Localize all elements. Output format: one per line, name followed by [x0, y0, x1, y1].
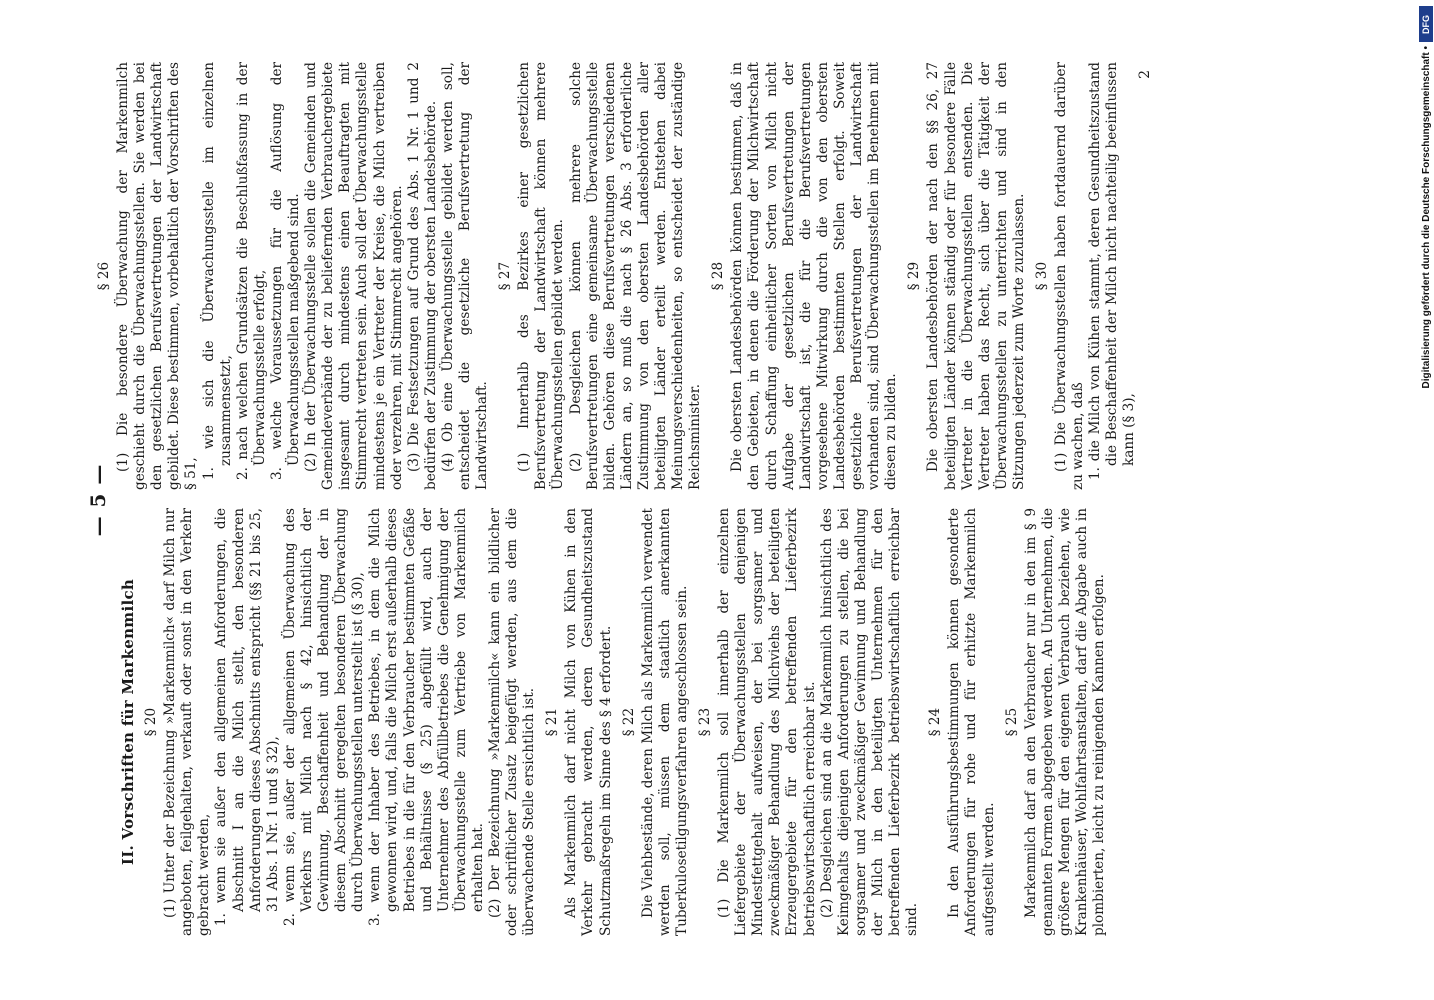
paragraph-26-item-3: 3. welche Voraussetzungen für die Auflösung der Überwachungsstellen maßgebend sind. — [268, 62, 303, 480]
right-column — [90, 62, 1154, 490]
paragraph-27-1: (1) Innerhalb des Bezirkes einer gesetzlichen Berufsvertretung der Landwirtschaft können mehrere Überwachungsstellen gebildet werden. — [516, 62, 567, 490]
paragraph-heading-28: § 28 — [710, 261, 727, 291]
paragraph-20-item-2: 2. wenn sie, außer der allgemeinen Überwachung des Verkehrs mit Milch nach § 42, hinsichtlich der Gewinnung, Beschaffenheit und Behandlung der in diesem Abschnitt geregelten besonderen Überwachung durch Überwachungsstellen unterstellt ist (§ 30), — [281, 508, 367, 926]
paragraph-26-4: (4) Ob eine Überwachungsstelle gebildet werden soll, entscheidet die gesetzliche Berufsvertretung der Landwirtschaft. — [439, 62, 491, 490]
paragraph-heading-25: § 25 — [1003, 707, 1020, 737]
paragraph-26-item-2: 2. nach welchen Grundsätzen die Beschlußfassung in der Überwachungsstelle erfolgt, — [234, 62, 268, 480]
dfg-credit-text: Digitalisierung gefördert durch die Deutsche Forschungsgemeinschaft • — [1420, 46, 1432, 389]
paragraph-20-item-3: 3. wenn der Inhaber des Betriebes, in dem die Milch gewonnen wird, und, falls die Milch erst außerhalb dieses Betriebes in die für den Verbraucher bestimmten Gefäße und Behältnisse (§ 25) abgefüllt wird, auch der Unternehmer des Abfüllbetriebes die Genehmigung der Überwachungsstelle zum Vertriebe von Markenmilch erhalten hat. — [367, 508, 486, 926]
paragraph-20-2: (2) Der Bezeichnung »Markenmilch« kann ein bildlicher oder schriftlicher Zusatz beigefügt werden, aus dem die überwachende Stelle ersichtlich ist. — [486, 508, 538, 936]
paragraph-30-item-1: 1. die Milch von Kühen stammt, deren Gesundheitszustand die Beschaffenheit der Milch nicht nachteilig beeinflussen kann (§ 3), — [1087, 62, 1138, 480]
dfg-logo-text: DFG — [1421, 14, 1431, 34]
paragraph-heading-29: § 29 — [906, 261, 923, 291]
paragraph-26-item-1: 1. wie sich die Überwachungsstelle im einzelnen zusammensetzt, — [200, 62, 234, 480]
paragraph-26-3: (3) Die Festsetzungen auf Grund des Abs. 1 Nr. 1 und 2 bedürfen der Zustimmung der obersten Landesbehörde. — [405, 62, 439, 490]
paragraph-23-1: (1) Die Markenmilch soll innerhalb der einzelnen Liefergebiete der Überwachungsstellen denjenigen Mindestfettgehalt aufweisen, der bei sorgsamer und zweckmäßiger Behandlung des Milchviehs der beteiligten Erzeugergebiete für den betreffenden Lieferbezirk betriebswirtschaftlich erreichbar ist. — [716, 508, 818, 936]
dfg-credit-strip — [1418, 6, 1434, 996]
footer-number: 2 — [1137, 70, 1154, 79]
paragraph-heading-23: § 23 — [697, 707, 713, 737]
left-column — [120, 508, 1108, 936]
paragraph-20-item-1: 1. wenn sie außer den allgemeinen Anforderungen, die Abschnitt I an die Milch stellt, den besonderen Anforderungen dieses Abschnitts entspricht (§§ 21 bis 25, 31 Abs. 1 Nr. 1 und § 32), — [213, 508, 281, 926]
paragraph-28: Die obersten Landesbehörden können bestimmen, daß in den Gebieten, in denen die Förderung der Milchwirtschaft durch Schaffung einheitlicher Sorten von Milch nicht Aufgabe der gesetzlichen Berufsvertretungen der Landwirtschaft ist, die für die Berufsvertretungen vorgesehene Mitwirkung durch die von den obersten Landesbehörden bestimmten Stellen erfolgt. Soweit gesetzliche Berufsvertretungen der Landwirtschaft vorhanden sind, sind Überwachungsstellen im Benehmen mit diesen zu bilden. — [729, 62, 900, 490]
paragraph-25: Markenmilch darf an den Verbraucher nur in den im § 9 genannten Formen abgegeben werden. An Unternehmen, die größere Mengen für den eigenen Verbrauch beziehen, wie Krankenhäuser, Wohlfahrtsanstalten, darf die Abgabe auch in plombierten, leicht zu reinigenden Kannen erfolgen. — [1022, 508, 1108, 936]
dfg-logo — [1419, 6, 1433, 42]
section-title: II. Vorschriften für Markenmilch — [119, 578, 137, 866]
paragraph-24: In den Ausführungsbestimmungen können gesonderte Anforderungen für rohe und für erhitzte Markenmilch aufgestellt werden. — [946, 508, 997, 936]
paragraph-29: Die obersten Landesbehörden der nach den §§ 26, 27 beteiligten Länder können ständig oder für besondere Fälle Vertreter in die Überwachungsstellen entsenden. Die Vertreter haben das Recht, sich über die Tätigkeit der Überwachungsstellen zu unterrichten und sind in den Sitzungen jederzeit zum Worte zuzulassen. — [925, 62, 1027, 490]
paragraph-heading-30: § 30 — [1033, 261, 1050, 291]
paragraph-heading-21: § 21 — [544, 707, 561, 737]
page-number: — 5 — — [86, 463, 110, 537]
paragraph-27-2: (2) Desgleichen können mehrere solche Berufsvertretungen eine gemeinsame Überwachungsstelle bilden. Gehören diese Berufsvertretungen verschiedenen Ländern an, so muß die nach § 26 Abs. 3 erforderliche Zustimmung von den obersten Landesbehörden aller beteiligten Länder erteilt werden. Entstehen dabei Meinungsverschiedenheiten, so entscheidet der zuständige Reichsminister. — [567, 62, 704, 490]
paragraph-23-2: (2) Desgleichen sind an die Markenmilch hinsichtlich des Keimgehalts diejenigen Anforderungen zu stellen, die bei sorgsamer und zweckmäßiger Gewinnung und Behandlung der Milch in den beteiligten Unternehmen für den betreffenden Lieferbezirk betriebswirtschaftlich erreichbar sind. — [818, 508, 921, 936]
paragraph-heading-22: § 22 — [620, 707, 637, 737]
paragraph-20-1: (1) Unter der Bezeichnung »Markenmilch« darf Milch nur angeboten, feilgehalten, verkauft oder sonst in den Verkehr gebracht werden, — [162, 508, 213, 936]
paragraph-heading-26: § 26 — [96, 261, 112, 291]
paragraph-heading-24: § 24 — [927, 707, 944, 737]
paragraph-30-1: (1) Die Überwachungsstellen haben fortdauernd darüber zu wachen, daß — [1053, 62, 1087, 490]
paragraph-heading-20: § 20 — [143, 707, 160, 737]
paragraph-21: Als Markenmilch darf nicht Milch von Kühen in den Verkehr gebracht werden, deren Gesundheitszustand Schutzmaßregeln im Sinne des § 4 erfordert. — [563, 508, 614, 936]
paragraph-22: Die Viehbestände, deren Milch als Markenmilch verwendet werden soll, müssen dem staatlich anerkannten Tuberkulosetilgungsverfahren angeschlossen sein. — [639, 508, 690, 936]
paragraph-heading-27: § 27 — [497, 261, 514, 291]
paragraph-26-2: (2) In der Überwachungsstelle sollen die Gemeinden und Gemeindeverbände der zu beliefernden Verbrauchergebiete insgesamt durch mindestens einen Beauftragten mit Stimmrecht vertreten sein. Auch soll der Überwachungsstelle mindestens je ein Vertreter der Kreise, die Milch vertreiben oder verzehren, mit Stimmrecht angehören. — [303, 62, 405, 490]
paragraph-26-1: (1) Die besondere Überwachung der Markenmilch geschieht durch die Überwachungsstellen. Sie werden bei den gesetzlichen Berufsvertretungen der Landwirtschaft gebildet. Diese bestimmen, vorbehaltlich der Vorschriften des § 51, — [115, 62, 200, 490]
